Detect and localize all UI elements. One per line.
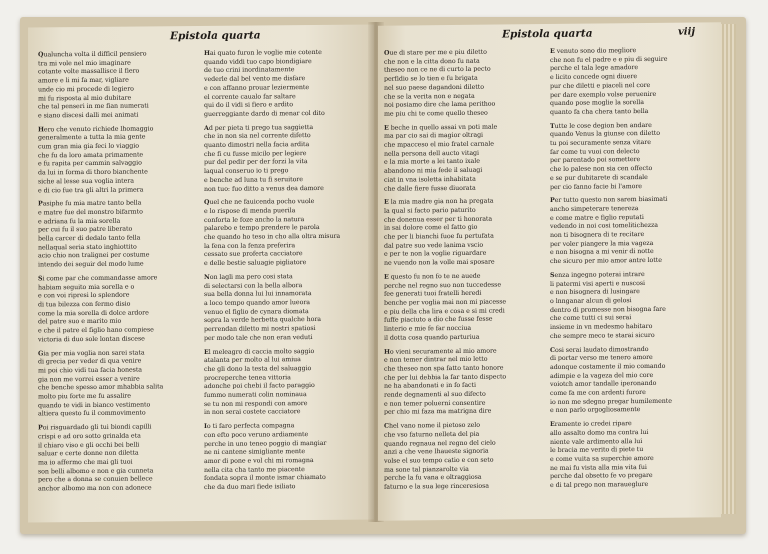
verse-line: e se pur dubitarete di scandale bbox=[550, 173, 648, 182]
verse-line: laqual conseruo io ti prego bbox=[204, 167, 289, 176]
verse-line: tra mi vole nel mio imaginare bbox=[38, 59, 131, 68]
verse-line: E questo fu non fo te ne auede bbox=[384, 272, 481, 281]
verse-line: la fena con la fenza preferira bbox=[204, 241, 296, 250]
verse-stanza bbox=[204, 49, 368, 120]
verse-line: victoria di duo sole lontan discese bbox=[38, 335, 145, 344]
verse-stanza bbox=[550, 196, 710, 267]
verse-stanza bbox=[384, 48, 542, 119]
verse-line: non tuo: fuo ditto a venus dea damore bbox=[204, 184, 324, 193]
verse-line: ne ni cantene simigliante mente bbox=[204, 448, 306, 457]
verse-stanza bbox=[550, 121, 710, 192]
verse-line: e adriana fu la mia sorella bbox=[38, 217, 121, 226]
verse-line: per parentado poi somettere bbox=[550, 156, 641, 165]
verse-line: che benche spesso amor mhabbia salita bbox=[38, 383, 164, 392]
verse-line: di grecia per veder di qua venire bbox=[38, 357, 142, 366]
verse-line: sopra la verde herbetta qualche hora bbox=[204, 316, 321, 325]
verse-line: e delle bestie saluagie pigliatore bbox=[204, 259, 307, 268]
verse-line: a loco tempo quando amor lueora bbox=[204, 299, 310, 307]
verse-line: mi fu risposta al mio dubitare bbox=[38, 94, 132, 102]
verse-line: ne ha abandonati e in fo facti bbox=[384, 382, 476, 391]
verse-line: molto piu forte me fu assalire bbox=[38, 392, 131, 401]
verse-stanza bbox=[384, 123, 542, 194]
verse-line: quanto dimostri nella facia ardita bbox=[204, 141, 310, 150]
left-running-head-title: Epistola quarta bbox=[170, 29, 261, 43]
verse-line: e che il patre el figlio hano compiese bbox=[38, 326, 154, 335]
verse-line: ma sone tal pianzarolte via bbox=[384, 465, 469, 474]
verse-line: volse el suo tempo catio e con seto bbox=[384, 456, 494, 465]
verse-line: per chio mi faza ma matrigna dire bbox=[384, 408, 492, 417]
folio-number: viij bbox=[678, 26, 696, 38]
verse-line: per cui fu il suo patre liberato bbox=[38, 225, 133, 234]
verse-line: perfidio se lo tien e fu brigata bbox=[384, 74, 478, 83]
verse-line: Hero che venuto richiede lhomaggio bbox=[38, 125, 154, 134]
verse-line: di tua bilezza con fermo disio bbox=[38, 300, 131, 309]
verse-stanza bbox=[38, 349, 194, 420]
right-column-b bbox=[550, 46, 710, 495]
verse-line: dentro di promesse non bisogna fare bbox=[550, 305, 666, 314]
verse-line: Per tutto questo non sarem biasimati bbox=[550, 196, 668, 205]
verse-line: Ho vieni securamente al mio amore bbox=[384, 347, 497, 356]
verse-line: e non parlo orgogliosamente bbox=[550, 406, 641, 415]
verse-line: conforta le foze ancho la natura bbox=[204, 215, 305, 224]
verse-line: per dare exemplo volse peruenire bbox=[550, 90, 657, 99]
verse-line: pero che a donna se conuien bellece bbox=[38, 475, 153, 484]
verse-line: che per lui debbia la far tanto dispecto bbox=[384, 373, 507, 382]
verse-line: che lo palese non sia cen offecto bbox=[550, 165, 653, 174]
verse-line: generalmente a tutta la mia gente bbox=[38, 133, 146, 142]
verse-line: tu poi securamente senza vitare bbox=[550, 138, 651, 148]
verse-line: come la mia sorella di dolce ardore bbox=[38, 309, 149, 318]
verse-line: e di tal prego non maraueglure bbox=[550, 481, 649, 490]
verse-stanza bbox=[550, 46, 710, 117]
right-running-head-title: Epistola quarta bbox=[502, 27, 593, 41]
right-page bbox=[378, 22, 721, 521]
verse-line: che mpacceso el mio fratel carnale bbox=[384, 140, 494, 149]
verse-line: le bracia me verito di piete tu bbox=[550, 446, 644, 455]
verse-line: perrendan diletto mi nostri spatiosi bbox=[204, 325, 316, 334]
verse-line: quando Venus la giunse con diletto bbox=[550, 130, 660, 139]
verse-stanza bbox=[38, 199, 194, 270]
verse-line: e piu della cha lira e cosa e si mi credi bbox=[384, 307, 505, 316]
verse-stanza bbox=[204, 347, 368, 418]
verse-line: che tal penseri in me fian numerati bbox=[38, 102, 149, 111]
verse-line: o lnnganar alcun di gelosi bbox=[550, 297, 632, 305]
verse-line: unde cio mi procede di legiero bbox=[38, 85, 134, 94]
verse-line: e con affanno prouar leziermente bbox=[204, 83, 310, 92]
verse-stanza bbox=[204, 272, 368, 343]
verse-line: far come tu vuoi con delecto bbox=[550, 147, 640, 156]
verse-line: faturno e la sua lege rinceresiosa bbox=[384, 482, 489, 491]
verse-line: El meleagro di caccia molto saggio bbox=[204, 347, 315, 356]
verse-line: altiera questo fu il commovimento bbox=[38, 409, 146, 418]
verse-line: che gli dono la testa del saluaggio bbox=[204, 364, 312, 373]
verse-stanza bbox=[38, 274, 194, 345]
verse-line: nellaqual seria stato inghiottito bbox=[38, 243, 137, 252]
verse-line: Si come par che commandasse amore bbox=[38, 274, 158, 283]
verse-line: che theseo non spa fatto tanto honore bbox=[384, 364, 504, 373]
verse-line: nel suo paese dagandoni diletto bbox=[384, 83, 484, 92]
verse-line: vederle dal bel vento me disfare bbox=[204, 75, 306, 84]
verse-line: Eramente io credei ripare bbox=[550, 420, 632, 429]
verse-line: crispi e ad oro sotto grinalda eta bbox=[38, 432, 141, 441]
verse-line: e matre fue del monstro bifarmto bbox=[38, 208, 143, 217]
verse-line: in sai dolore come el fatto gio bbox=[384, 224, 478, 233]
verse-line: il dotta cosa quando parturiua bbox=[384, 333, 480, 342]
verse-line: e lo rispose di menda puerila bbox=[204, 207, 296, 215]
verse-line: E beche in quello assai vn poti male bbox=[384, 123, 498, 132]
verse-line: adonche poi chebi il facto paraggio bbox=[204, 382, 315, 391]
verse-line: il chiaro viso e gli occhi bei belli bbox=[38, 441, 140, 449]
verse-line: che non e la citta dono fu nata bbox=[384, 57, 480, 66]
verse-line: e la mia morte a lei tanto ixale bbox=[384, 158, 480, 167]
verse-line: da lui in forma di thoro bianchente bbox=[38, 168, 148, 177]
verse-line: con efto poco veruno ardiamente bbox=[204, 430, 309, 439]
verse-line: di portar verso me tenero amore bbox=[550, 354, 653, 363]
verse-line: del patre suo e marito mio bbox=[38, 318, 122, 326]
verse-line: cum gran mia gia feci lo viaggio bbox=[38, 142, 139, 151]
verse-line: siche al lesse sua voglia intera bbox=[38, 177, 134, 186]
verse-line: per voler piangere la mia vageza bbox=[550, 239, 654, 248]
verse-line: che non fu el padre e e piu di seguire bbox=[550, 55, 668, 64]
verse-line: che in non sia nel corrente difetto bbox=[204, 132, 311, 141]
verse-line: rende degnamenti al suo difecto bbox=[384, 390, 486, 399]
verse-line: e come matre e figlio reputati bbox=[550, 213, 644, 222]
verse-line: adonque costamente il mio comando bbox=[550, 362, 666, 371]
verse-line: Pasiphe fu mia matre tanto bella bbox=[38, 199, 142, 208]
verse-line: Cosi serai laudato dimostrando bbox=[550, 345, 649, 354]
verse-line: procreperche tenea vittoria bbox=[204, 373, 291, 382]
verse-line: quando te vidi in bianco vestimento bbox=[38, 401, 151, 410]
verse-line: e non bisogna a mi venir di notte bbox=[550, 248, 654, 257]
verse-line: per modo tale che non eran veduti bbox=[204, 333, 313, 342]
verse-line: che per li bianchi fuoe fu pertufata bbox=[384, 232, 494, 241]
verse-line: perche dal obsetto fe vo pregare bbox=[550, 472, 653, 481]
verse-line: gia non me vorrei esser a venire bbox=[38, 375, 140, 384]
verse-line: Gia per mia voglia non sarei stata bbox=[38, 348, 145, 357]
verse-line: e non bisognera di lusingare bbox=[550, 288, 640, 297]
verse-line: Hai quato furon le voglie mie cotente bbox=[204, 48, 322, 57]
verse-line: Chel vano nome il pietoso zelo bbox=[384, 421, 481, 430]
verse-line: venuo el figlio de cynara diomata bbox=[204, 307, 309, 316]
verse-line: la qual si facto pario paturito bbox=[384, 206, 476, 215]
verse-line: palarebo e tempo prendere le parola bbox=[204, 224, 320, 233]
verse-line: atalanta per molto al lui amiua bbox=[204, 356, 301, 365]
verse-line: sua bella donna lui lui innamorata bbox=[204, 290, 312, 299]
verse-line: che quando ho teso in cho alla oltra misura bbox=[204, 232, 341, 242]
verse-line: e non temer dintrar nel mio letto bbox=[384, 355, 488, 364]
verse-stanza bbox=[550, 419, 710, 490]
verse-line: per cio fanno facie bi l'amore bbox=[550, 182, 642, 191]
verse-line: perche el tala lege amadore bbox=[550, 64, 639, 73]
verse-line: bella carcer di dedalo tanto fella bbox=[38, 234, 141, 243]
left-running-head bbox=[28, 28, 374, 47]
verse-line: fummo numerati colin nominaua bbox=[204, 391, 307, 399]
verse-line: habiam seguito mia sorella e o bbox=[38, 283, 135, 292]
verse-line: e per te non la voglie riguardare bbox=[384, 250, 487, 259]
verse-line: anchor albomo ma non con adonece bbox=[38, 484, 152, 493]
verse-line: voiotch amor tandalle iperonando bbox=[550, 380, 657, 389]
verse-line: Ad per pieta ti prego tua saggietta bbox=[204, 123, 314, 132]
verse-line: quando viddi tuo capo biondigiare bbox=[204, 57, 312, 66]
verse-line: che da duo mari fiede isiliato bbox=[204, 483, 296, 492]
verse-line: che sicuro per mio amor antre lotte bbox=[550, 256, 662, 266]
right-column-a bbox=[384, 48, 542, 497]
verse-line: benche per voglia mai non mi piacesse bbox=[384, 298, 507, 307]
verse-line: che fi cu fusse micilo per legiere bbox=[204, 149, 307, 158]
verse-line: el corrente caualo far saltare bbox=[204, 92, 296, 101]
verse-line: e fu rapita per cammin salvaggio bbox=[38, 159, 142, 168]
verse-line: me piu chi te come quello theseo bbox=[384, 109, 488, 118]
verse-line: theseo non ce ne di curto la pecto bbox=[384, 66, 491, 75]
verse-line: nella persona dell aucto vitagi bbox=[384, 149, 479, 158]
right-running-head bbox=[378, 26, 721, 46]
verse-line: fee generati tuoi fratelli heredi bbox=[384, 289, 482, 299]
verse-line: nella cita cha tanto me piacente bbox=[204, 465, 305, 474]
verse-line: Io ti faro perfecta compagna bbox=[204, 422, 295, 431]
verse-line: linterio e mie fe far nocciua bbox=[384, 324, 472, 333]
verse-line: e di cio fue tra gli altri la primera bbox=[38, 186, 144, 194]
verse-line: quando regnaua nel regno del cielo bbox=[384, 439, 496, 448]
verse-line: E la mia madre gia non ha pregata bbox=[384, 197, 494, 206]
verse-stanza bbox=[204, 422, 368, 493]
verse-line: Non lagli ma pero cosi stata bbox=[204, 273, 293, 281]
verse-stanza bbox=[204, 123, 368, 194]
verse-line: che donenua esser per ti honorata bbox=[384, 215, 493, 224]
verse-stanza bbox=[384, 272, 542, 343]
verse-line: adimpie e la vageza del mio core bbox=[550, 371, 654, 380]
verse-line: Quel che ne fauicenda pocho vuole bbox=[204, 198, 315, 207]
verse-line: ne vuendo non la volle mai sposare bbox=[384, 258, 495, 267]
verse-line: ciat in vna isoletta inhabitata bbox=[384, 175, 476, 184]
verse-line: li patermi visi aperti e nuscosi bbox=[550, 279, 645, 288]
verse-line: perche nel regno suo non tuccedesse bbox=[384, 281, 502, 290]
verse-line: Tutte le cose degion ben andare bbox=[550, 121, 652, 130]
verse-line: quanto fa cha chera tanto bella bbox=[550, 107, 649, 116]
verse-line: e non temer poluerni consentire bbox=[384, 399, 486, 408]
verse-line: mi poi chio vidi tua facia honesta bbox=[38, 366, 142, 375]
verse-stanza bbox=[38, 125, 194, 196]
verse-stanza bbox=[550, 345, 710, 416]
verse-line: Senza ingegno poterai intrare bbox=[550, 270, 645, 279]
verse-line: acio chio non tralignei per costume bbox=[38, 251, 150, 260]
verse-stanza bbox=[384, 421, 542, 492]
verse-line: Poi risguardado gli tui biondi capilli bbox=[38, 423, 152, 432]
verse-line: amor di pone e vol chi mi romagna bbox=[204, 456, 314, 465]
verse-stanza bbox=[38, 50, 194, 121]
verse-line: intendo dei seguir del modo lume bbox=[38, 260, 144, 269]
verse-line: non ti bisognera di te recitare bbox=[550, 231, 645, 240]
verse-line: ancho simpeterare tenereza bbox=[550, 205, 639, 213]
verse-line: abandono ni mia fede il saluagi bbox=[384, 166, 483, 175]
verse-line: di selectarsi con la bella albora bbox=[204, 281, 303, 290]
verse-line: qui do il vidi si fiero e ardito bbox=[204, 101, 293, 110]
verse-line: noi posiamo dire che lama perithoo bbox=[384, 100, 496, 109]
verse-line: e con voi ripresi lo splendore bbox=[38, 291, 130, 300]
verse-stanza bbox=[38, 423, 194, 494]
verse-line: pur che diletti e piaceli nel core bbox=[550, 81, 651, 90]
verse-line: allo assalto domo ma contra lui bbox=[550, 428, 649, 437]
verse-line: E venuto sono dio megliore bbox=[550, 47, 637, 55]
verse-line: che se la verita non e negata bbox=[384, 92, 475, 101]
verse-line: saluar e certe donne non diletta bbox=[38, 449, 139, 458]
verse-line: ma par cio sai di magior oltragi bbox=[384, 132, 484, 141]
verse-line: de tuo crini inordinatamente bbox=[204, 66, 295, 75]
verse-line: in non serai costete cacciatore bbox=[204, 408, 301, 417]
verse-line: e benche ad luna tu fi seruitore bbox=[204, 175, 303, 184]
verse-stanza bbox=[384, 347, 542, 418]
verse-line: insieme in vn medesmo habitaro bbox=[550, 323, 653, 332]
verse-line: e siano discesi dalli mei animati bbox=[38, 111, 139, 120]
verse-line: perche la fu vana e oltraggiosa bbox=[384, 474, 482, 483]
verse-line: guerreggiante dardo di menar col dito bbox=[204, 109, 325, 118]
verse-line: vedendo in noi cosi tomelitichezza bbox=[550, 222, 659, 231]
verse-line: e come vuita sa superchie amore bbox=[550, 454, 654, 463]
verse-stanza bbox=[550, 270, 710, 341]
verse-line: che dalle fiere fusse diuorata bbox=[384, 184, 476, 193]
verse-line: che come tutti ci sui serai bbox=[550, 314, 632, 323]
verse-line: niente vale ardimento alla lui bbox=[550, 437, 643, 446]
verse-stanza bbox=[204, 198, 368, 269]
verse-line: Oue di stare per me e piu diletto bbox=[384, 48, 487, 57]
verse-line: pur del pedir per der forzi la vita bbox=[204, 158, 308, 167]
verse-line: che vso faturno nelleta del pia bbox=[384, 430, 480, 439]
left-page bbox=[28, 24, 374, 522]
verse-line: io non me sdegno pregar humilemente bbox=[550, 397, 672, 406]
verse-stanza bbox=[384, 197, 542, 268]
verse-line: fondata sopra il monte ismar chiamato bbox=[204, 474, 326, 483]
left-column-a bbox=[38, 50, 194, 499]
left-column-b bbox=[204, 49, 368, 498]
verse-line: dal patre suo vede lanima vscio bbox=[384, 241, 484, 250]
verse-line: che sempre meco te starai sicuro bbox=[550, 331, 655, 340]
verse-line: anzi a che vene lhaueste signoria bbox=[384, 447, 489, 456]
verse-line: son belli albomo e non e gia cunneta bbox=[38, 467, 154, 476]
verse-line: ne mai fu vista alla mia vita fui bbox=[550, 463, 647, 472]
verse-line: quando pose moglie la sorella bbox=[550, 99, 644, 108]
verse-line: Qualuncha volta il difficil pensiero bbox=[38, 50, 147, 59]
verse-line: e licito concede ogni diuere bbox=[550, 73, 638, 82]
verse-line: come fa me con ardenti furore bbox=[550, 389, 646, 398]
verse-line: cessato sue proferta cacciatore bbox=[204, 250, 303, 259]
verse-line: cotante volte massallisce il fiero bbox=[38, 67, 140, 76]
verse-line: fuffe piaciuto a dio che fusse fesse bbox=[384, 315, 493, 325]
verse-line: ma io affermo che mai gli tuoi bbox=[38, 458, 133, 467]
verse-line: perche in uno teneo poggio di mangiar bbox=[204, 439, 327, 448]
verse-line: che fu da loro amata primamente bbox=[38, 151, 144, 160]
verse-line: se tu non mi respondi con amore bbox=[204, 399, 308, 408]
verse-line: amore e li mi fa mar, vigliare bbox=[38, 76, 129, 85]
